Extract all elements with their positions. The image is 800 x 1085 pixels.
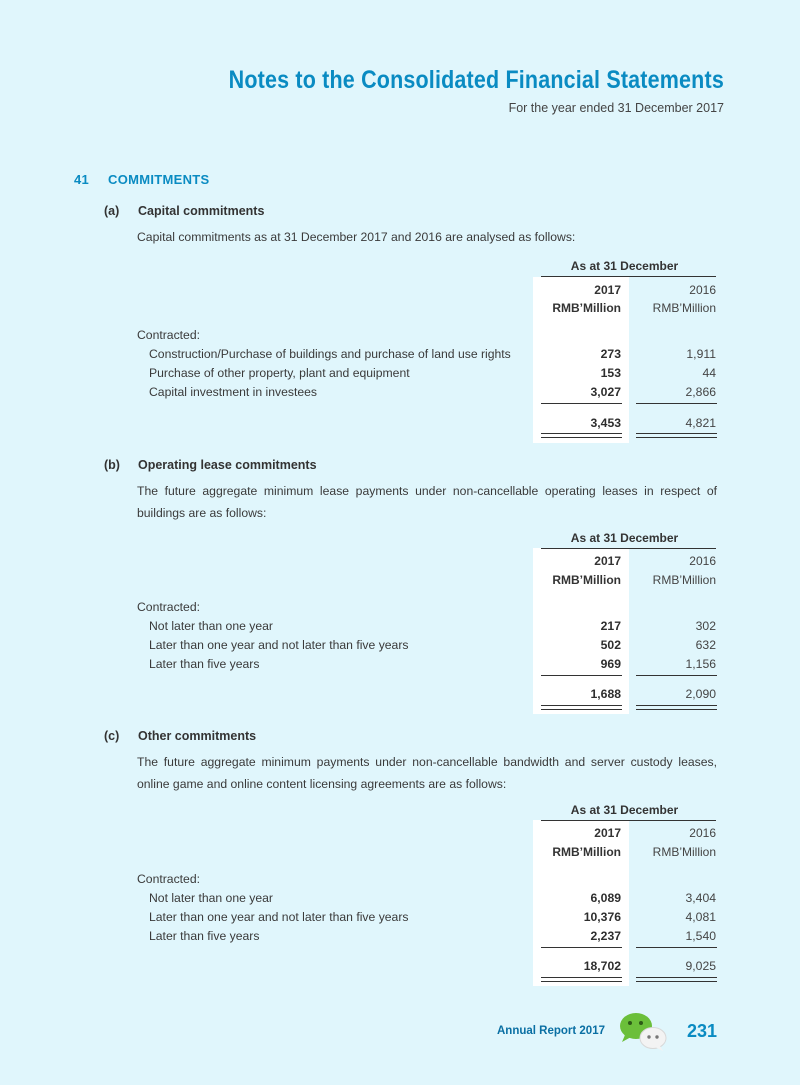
total-2017: 3,453 <box>590 416 621 430</box>
as-at-header: As at 31 December <box>570 531 679 545</box>
table-cell-2016: 2,866 <box>685 385 716 399</box>
other-description: The future aggregate minimum payments under non-cancellable bandwidth and server custody leases, online game and online content licensing agreements are as follows: <box>137 755 717 791</box>
col-unit-2017: RMB’Million <box>552 573 621 587</box>
col-header-2017: 2017 <box>594 826 621 840</box>
table-cell-2017: 153 <box>600 366 621 380</box>
table-cell-2017: 969 <box>600 657 621 671</box>
total-double-rule <box>636 705 717 710</box>
operating-letter: (b) <box>104 458 120 472</box>
table-cell-2017: 2,237 <box>590 929 621 943</box>
as-at-header: As at 31 December <box>570 259 679 273</box>
other-letter: (c) <box>104 729 120 743</box>
table-cell-2016: 1,156 <box>685 657 716 671</box>
capital-title: Capital commitments <box>138 204 265 218</box>
table-row-label: Later than one year and not later than five years <box>149 910 409 924</box>
table-cell-2016: 1,911 <box>686 347 716 361</box>
group-label: Contracted: <box>137 872 201 886</box>
subtotal-rule <box>541 947 622 948</box>
header-rule <box>541 276 716 277</box>
col-unit-2017: RMB’Million <box>552 845 621 859</box>
page-title: Notes to the Consolidated Financial Statements <box>228 66 724 94</box>
header-rule <box>541 548 716 549</box>
table-row-label: Not later than one year <box>149 619 273 633</box>
table-cell-2017: 10,376 <box>583 910 621 924</box>
section-title: COMMITMENTS <box>108 172 210 187</box>
as-at-header: As at 31 December <box>570 803 679 817</box>
col-header-2016: 2016 <box>689 554 716 568</box>
total-double-rule <box>636 433 717 438</box>
table-cell-2016: 302 <box>695 619 716 633</box>
other-heading <box>104 729 256 743</box>
other-title: Other commitments <box>138 729 257 743</box>
table-cell-2016: 44 <box>702 366 716 380</box>
subtotal-rule <box>636 403 717 404</box>
subtotal-rule <box>636 675 717 676</box>
footer-report-label: Annual Report 2017 <box>497 1025 605 1037</box>
page-header <box>148 66 724 115</box>
table-cell-2017: 217 <box>600 619 621 633</box>
total-2017: 1,688 <box>590 687 621 701</box>
col-header-2016: 2016 <box>689 826 716 840</box>
section-heading <box>74 172 210 187</box>
col-unit-2016: RMB’Million <box>652 845 716 859</box>
col-header-2017: 2017 <box>594 554 621 568</box>
table-cell-2016: 632 <box>695 638 716 652</box>
capital-heading <box>104 204 264 218</box>
page-subtitle: For the year ended 31 December 2017 <box>508 101 724 115</box>
table-row-label: Later than five years <box>149 657 260 671</box>
subtotal-rule <box>636 947 717 948</box>
capital-letter: (a) <box>104 204 120 218</box>
total-2016: 9,025 <box>685 959 716 973</box>
table-cell-2017: 3,027 <box>590 385 621 399</box>
table-row-label: Purchase of other property, plant and equipment <box>149 366 410 380</box>
total-double-rule <box>636 977 717 982</box>
operating-heading <box>104 458 317 472</box>
table-cell-2017: 502 <box>600 638 621 652</box>
col-unit-2017: RMB’Million <box>552 301 621 315</box>
total-2016: 2,090 <box>685 687 716 701</box>
table-row-label: Construction/Purchase of buildings and purchase of land use rights <box>149 347 511 361</box>
table-cell-2016: 1,540 <box>685 929 716 943</box>
total-2017: 18,702 <box>583 959 621 973</box>
table-row-label: Not later than one year <box>149 891 273 905</box>
subtotal-rule <box>541 403 622 404</box>
table-cell-2017: 6,089 <box>590 891 621 905</box>
table-cell-2016: 3,404 <box>685 891 716 905</box>
total-2016: 4,821 <box>685 416 716 430</box>
wechat-logo-icon <box>616 1010 672 1052</box>
table-row-label: Capital investment in investees <box>149 385 318 399</box>
table-row-label: Later than five years <box>149 929 260 943</box>
header-rule <box>541 820 716 821</box>
col-unit-2016: RMB’Million <box>652 573 716 587</box>
operating-title: Operating lease commitments <box>138 458 317 472</box>
total-double-rule <box>541 705 622 710</box>
table-row-label: Later than one year and not later than five years <box>149 638 409 652</box>
group-label: Contracted: <box>137 600 201 614</box>
total-double-rule <box>541 977 622 982</box>
col-unit-2016: RMB’Million <box>652 301 716 315</box>
operating-description: The future aggregate minimum lease payments under non-cancellable operating leases in respect of buildings are as follows: <box>137 484 717 520</box>
capital-description: Capital commitments as at 31 December 2017 and 2016 are analysed as follows: <box>137 230 576 244</box>
subtotal-rule <box>541 675 622 676</box>
table-cell-2016: 4,081 <box>685 910 716 924</box>
total-double-rule <box>541 433 622 438</box>
col-header-2017: 2017 <box>594 283 621 297</box>
page-number: 231 <box>687 1021 718 1041</box>
col-header-2016: 2016 <box>689 283 716 297</box>
group-label: Contracted: <box>137 328 201 342</box>
section-number: 41 <box>74 172 90 187</box>
table-cell-2017: 273 <box>600 347 621 361</box>
